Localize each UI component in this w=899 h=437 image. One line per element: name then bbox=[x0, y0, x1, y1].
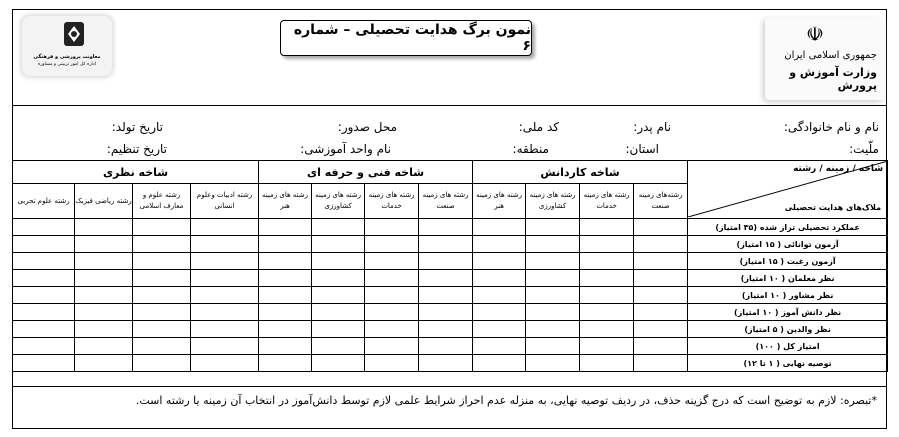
score-cell[interactable] bbox=[419, 219, 473, 236]
table-row bbox=[13, 304, 888, 321]
score-cell[interactable] bbox=[191, 236, 259, 253]
table-row bbox=[13, 253, 888, 270]
score-cell[interactable] bbox=[473, 236, 526, 253]
score-cell[interactable] bbox=[312, 338, 365, 355]
score-cell[interactable] bbox=[634, 236, 688, 253]
score-cell[interactable] bbox=[259, 219, 312, 236]
score-cell[interactable] bbox=[365, 338, 419, 355]
republic-name: جمهوری اسلامی ایران bbox=[784, 50, 877, 61]
score-cell[interactable] bbox=[365, 219, 419, 236]
score-cell[interactable] bbox=[580, 304, 634, 321]
score-cell[interactable] bbox=[259, 287, 312, 304]
corner-bottom-label: ملاک‌های هدایت تحصیلی bbox=[784, 203, 882, 212]
score-cell[interactable] bbox=[419, 321, 473, 338]
note-divider bbox=[12, 386, 887, 387]
sub-header: رشته علوم تجربی bbox=[13, 184, 75, 219]
field-school-name[interactable]: نام واحد آموزشی: bbox=[300, 142, 391, 156]
table-row bbox=[13, 355, 888, 372]
table-row bbox=[13, 321, 888, 338]
score-cell[interactable] bbox=[580, 355, 634, 372]
score-cell[interactable] bbox=[473, 287, 526, 304]
ministry-brand bbox=[765, 18, 885, 100]
score-cell[interactable] bbox=[526, 287, 580, 304]
score-cell[interactable] bbox=[191, 270, 259, 287]
criterion-label: آزمون توانائی ( ۱۵ امتیاز) bbox=[688, 236, 888, 253]
criterion-label: نظر دانش آموز ( ۱۰ امتیاز) bbox=[688, 304, 888, 321]
score-cell[interactable] bbox=[580, 253, 634, 270]
corner-top-label: شاخه / زمینه / رشته bbox=[793, 164, 884, 174]
score-cell[interactable] bbox=[312, 270, 365, 287]
score-cell[interactable] bbox=[75, 355, 133, 372]
score-cell[interactable] bbox=[312, 355, 365, 372]
score-cell[interactable] bbox=[13, 219, 75, 236]
criterion-label: نظر مشاور ( ۱۰ امتیاز) bbox=[688, 287, 888, 304]
score-cell[interactable] bbox=[191, 304, 259, 321]
sub-header: رشته علوم و معارف اسلامی bbox=[133, 184, 191, 219]
score-cell[interactable] bbox=[259, 270, 312, 287]
score-cell[interactable] bbox=[13, 236, 75, 253]
score-cell[interactable] bbox=[365, 236, 419, 253]
score-cell[interactable] bbox=[259, 236, 312, 253]
criterion-label: نظر والدین ( ۵ امتیاز) bbox=[688, 321, 888, 338]
score-cell[interactable] bbox=[13, 321, 75, 338]
branch-header-theoretical: شاخه نظری bbox=[13, 161, 259, 184]
field-full-name[interactable]: نام و نام خانوادگی: bbox=[783, 120, 879, 134]
score-cell[interactable] bbox=[191, 219, 259, 236]
table-row bbox=[13, 270, 888, 287]
score-cell[interactable] bbox=[13, 253, 75, 270]
score-cell[interactable] bbox=[259, 304, 312, 321]
score-cell[interactable] bbox=[75, 219, 133, 236]
score-cell[interactable] bbox=[580, 338, 634, 355]
org-emblem-icon bbox=[62, 20, 86, 48]
table-row bbox=[13, 338, 888, 355]
branch-header-technical: شاخه فنی و حرفه ای bbox=[259, 161, 473, 184]
score-cell[interactable] bbox=[419, 270, 473, 287]
table-row bbox=[13, 219, 888, 236]
score-cell[interactable] bbox=[473, 270, 526, 287]
score-cell[interactable] bbox=[634, 287, 688, 304]
score-cell[interactable] bbox=[133, 287, 191, 304]
score-cell[interactable] bbox=[365, 304, 419, 321]
field-issue-place[interactable]: محل صدور: bbox=[337, 120, 397, 134]
field-father-name[interactable]: نام پدر: bbox=[633, 120, 671, 134]
score-cell[interactable] bbox=[419, 287, 473, 304]
org-logo bbox=[22, 16, 112, 76]
score-cell[interactable] bbox=[526, 355, 580, 372]
score-cell[interactable] bbox=[419, 355, 473, 372]
org-line-2: اداره کل امور تربیتی و مشاوره bbox=[37, 62, 97, 67]
score-cell[interactable] bbox=[13, 270, 75, 287]
criterion-label: نظر معلمان ( ۱۰ امتیاز) bbox=[688, 270, 888, 287]
score-cell[interactable] bbox=[259, 321, 312, 338]
score-cell[interactable] bbox=[580, 287, 634, 304]
score-cell[interactable] bbox=[580, 236, 634, 253]
score-cell[interactable] bbox=[312, 253, 365, 270]
score-cell[interactable] bbox=[191, 355, 259, 372]
score-cell[interactable] bbox=[259, 355, 312, 372]
score-cell[interactable] bbox=[133, 355, 191, 372]
score-cell[interactable] bbox=[365, 253, 419, 270]
score-cell[interactable] bbox=[191, 287, 259, 304]
score-cell[interactable] bbox=[365, 321, 419, 338]
form-title: نمون برگ هدایت تحصیلی – شماره ۶ bbox=[280, 20, 532, 56]
score-cell[interactable] bbox=[634, 338, 688, 355]
score-cell[interactable] bbox=[191, 321, 259, 338]
org-line-1: معاونت پرورشی و فرهنگی bbox=[33, 54, 101, 60]
score-cell[interactable] bbox=[75, 270, 133, 287]
criterion-label: امتیاز کل ( ۱۰۰) bbox=[688, 338, 888, 355]
score-cell[interactable] bbox=[133, 270, 191, 287]
table-corner bbox=[688, 161, 888, 219]
score-cell[interactable] bbox=[526, 270, 580, 287]
score-cell[interactable] bbox=[133, 236, 191, 253]
score-cell[interactable] bbox=[473, 304, 526, 321]
score-cell[interactable] bbox=[526, 219, 580, 236]
score-cell[interactable] bbox=[133, 253, 191, 270]
ministry-name: وزارت آموزش و پرورش bbox=[789, 66, 877, 92]
score-cell[interactable] bbox=[580, 321, 634, 338]
score-cell[interactable] bbox=[13, 338, 75, 355]
criteria-rows bbox=[13, 219, 888, 372]
score-cell[interactable] bbox=[365, 270, 419, 287]
score-cell[interactable] bbox=[133, 338, 191, 355]
header-divider bbox=[12, 105, 887, 106]
score-cell[interactable] bbox=[365, 355, 419, 372]
sub-header: رشته های زمینه کشاورزی bbox=[526, 184, 580, 219]
footnote: *تبصره: لازم به توضیح است که درج گزینه حذف، در ردیف توصیه نهایی، به منزله عدم احراز شرایط علمی لازم توسط دانش‌آموز در انتخاب آن زمینه یا رشته است. bbox=[135, 394, 877, 407]
sub-header: رشته ادبیات وعلوم انسانی bbox=[191, 184, 259, 219]
iran-emblem-icon: ☫ bbox=[806, 22, 824, 46]
field-national-code[interactable]: کد ملی: bbox=[518, 120, 559, 134]
score-cell[interactable] bbox=[473, 253, 526, 270]
sub-header: رشته های زمینه خدمات bbox=[580, 184, 634, 219]
sub-header: رشته های زمینه خدمات bbox=[365, 184, 419, 219]
criterion-label: عملکرد تحصیلی تراز شده (۳۵ امتیاز) bbox=[688, 219, 888, 236]
score-cell[interactable] bbox=[75, 236, 133, 253]
branch-header-kardanesh: شاخه کاردانش bbox=[473, 161, 688, 184]
field-province[interactable]: استان: bbox=[625, 142, 659, 156]
score-cell[interactable] bbox=[75, 253, 133, 270]
sub-header: رشته ریاضی فیزیک bbox=[75, 184, 133, 219]
score-cell[interactable] bbox=[312, 287, 365, 304]
score-cell[interactable] bbox=[419, 253, 473, 270]
score-cell[interactable] bbox=[13, 355, 75, 372]
table-row bbox=[13, 236, 888, 253]
score-cell[interactable] bbox=[133, 304, 191, 321]
guidance-table bbox=[12, 160, 888, 372]
table-row bbox=[13, 287, 888, 304]
field-nationality[interactable]: ملّیت: bbox=[849, 142, 879, 156]
score-cell[interactable] bbox=[365, 287, 419, 304]
score-cell[interactable] bbox=[13, 287, 75, 304]
sub-header: رشته های زمینه هنر bbox=[473, 184, 526, 219]
score-cell[interactable] bbox=[473, 219, 526, 236]
sub-header: رشته های زمینه صنعت bbox=[419, 184, 473, 219]
score-cell[interactable] bbox=[133, 219, 191, 236]
score-cell[interactable] bbox=[133, 321, 191, 338]
score-cell[interactable] bbox=[526, 321, 580, 338]
score-cell[interactable] bbox=[259, 253, 312, 270]
score-cell[interactable] bbox=[75, 321, 133, 338]
score-cell[interactable] bbox=[191, 338, 259, 355]
score-cell[interactable] bbox=[419, 304, 473, 321]
score-cell[interactable] bbox=[473, 321, 526, 338]
score-cell[interactable] bbox=[526, 338, 580, 355]
score-cell[interactable] bbox=[75, 338, 133, 355]
score-cell[interactable] bbox=[634, 321, 688, 338]
criterion-label: آزمون رغبت ( ۱۵ امتیاز) bbox=[688, 253, 888, 270]
sub-header: رشته‌های زمینه صنعت bbox=[634, 184, 688, 219]
score-cell[interactable] bbox=[473, 355, 526, 372]
field-birth-date[interactable]: تاریخ تولد: bbox=[111, 120, 163, 134]
score-cell[interactable] bbox=[191, 253, 259, 270]
score-cell[interactable] bbox=[634, 304, 688, 321]
score-cell[interactable] bbox=[312, 321, 365, 338]
score-cell[interactable] bbox=[634, 219, 688, 236]
score-cell[interactable] bbox=[526, 236, 580, 253]
score-cell[interactable] bbox=[526, 253, 580, 270]
score-cell[interactable] bbox=[75, 304, 133, 321]
score-cell[interactable] bbox=[473, 338, 526, 355]
score-cell[interactable] bbox=[419, 236, 473, 253]
score-cell[interactable] bbox=[259, 338, 312, 355]
sub-header: رشته های زمینه کشاورزی bbox=[312, 184, 365, 219]
sub-header: رشته های زمینه هنر bbox=[259, 184, 312, 219]
score-cell[interactable] bbox=[580, 219, 634, 236]
score-cell[interactable] bbox=[634, 270, 688, 287]
score-cell[interactable] bbox=[580, 270, 634, 287]
score-cell[interactable] bbox=[634, 253, 688, 270]
score-cell[interactable] bbox=[634, 355, 688, 372]
field-form-date[interactable]: تاریخ تنظیم: bbox=[106, 142, 167, 156]
score-cell[interactable] bbox=[75, 287, 133, 304]
score-cell[interactable] bbox=[13, 304, 75, 321]
score-cell[interactable] bbox=[312, 236, 365, 253]
score-cell[interactable] bbox=[526, 304, 580, 321]
criterion-label: توصیه نهایی ( ۱ تا ۱۲) bbox=[688, 355, 888, 372]
field-district[interactable]: منطقه: bbox=[512, 142, 549, 156]
score-cell[interactable] bbox=[312, 304, 365, 321]
score-cell[interactable] bbox=[419, 338, 473, 355]
score-cell[interactable] bbox=[312, 219, 365, 236]
